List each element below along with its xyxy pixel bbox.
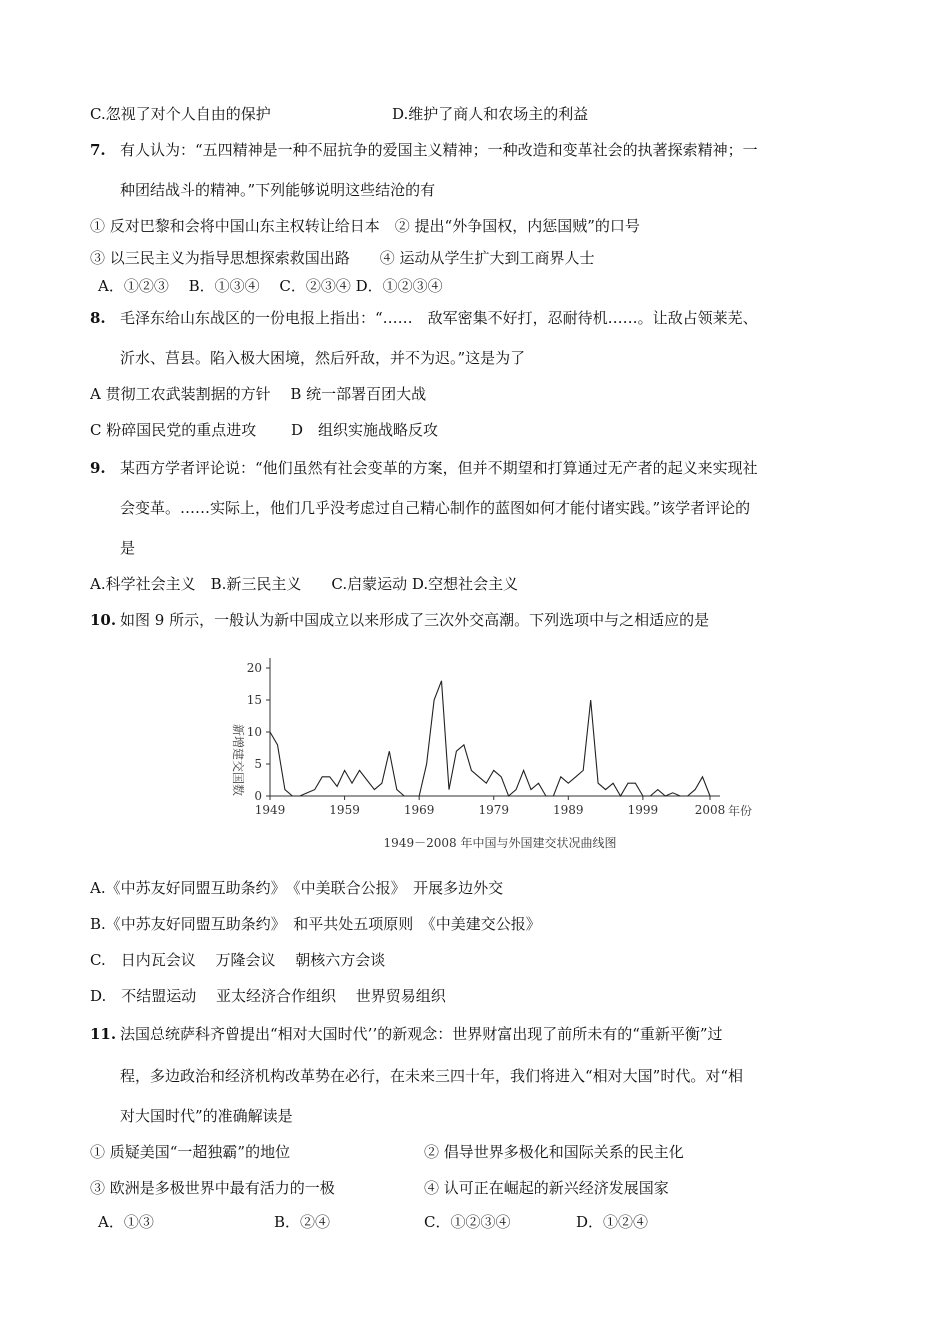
q11-item-1: ① 质疑美国“一超独霸”的地位 (90, 1143, 291, 1161)
q11-item-3: ③ 欧洲是多极世界中最有活力的一极 (90, 1179, 335, 1197)
q7-items-line2: ③ 以三民主义为指导思想探索救国出路 ④ 运动从学生扩大到工商界人士 (90, 249, 595, 267)
q11-option-b: B．②④ (274, 1213, 331, 1231)
x-tick-label: 1979 (478, 803, 510, 817)
y-tick-label: 20 (246, 661, 262, 675)
q10-option-c: C. 日内瓦会议 万隆会议 朝核六方会谈 (90, 951, 386, 969)
chart-title: 1949－2008 年中国与外国建交状况曲线图 (383, 836, 617, 850)
q10-stem-text: 如图 9 所示，一般认为新中国成立以来形成了三次外交高潮。下列选项中与之相适应的是 (120, 611, 710, 629)
q10-option-b: B.《中苏友好同盟互助条约》 和平共处五项原则 《中美建交公报》 (90, 915, 541, 933)
q9-number: 9. (90, 459, 106, 477)
chart-xlabel: 年份 (728, 804, 753, 818)
q11-item-4: ④ 认可正在崛起的新兴经济发展国家 (424, 1179, 669, 1197)
y-tick-label: 15 (246, 693, 262, 707)
q7-number: 7. (90, 141, 106, 159)
q9-stem-line2: 会变革。……实际上，他们几乎没考虑过自己精心制作的蓝图如何才能付诸实践。”该学者评论的 (120, 499, 751, 517)
q11-option-c: C．①②③④ (424, 1213, 511, 1231)
q6-option-c: C.忽视了对个人自由的保护 (90, 105, 271, 123)
q11-stem-line2: 程，多边政治和经济机构改革势在必行，在未来三四十年，我们将进入“相对大国”时代。对“相 (120, 1067, 744, 1085)
q7-items-line1: ① 反对巴黎和会将中国山东主权转让给日本 ② 提出“外争国权，内惩国贼”的口号 (90, 217, 640, 235)
q10-option-a: A.《中苏友好同盟互助条约》 《中美联合公报》 开展多边外交 (90, 879, 504, 897)
q8-options-line2: C 粉碎国民党的重点进攻 D 组织实施战略反攻 (90, 421, 439, 439)
series-line (270, 681, 710, 796)
y-tick-label: 5 (254, 757, 262, 771)
q9-options: A.科学社会主义 B.新三民主义 C.启蒙运动 D.空想社会主义 (90, 575, 519, 593)
x-tick-label: 1949 (254, 803, 286, 817)
q11-stem-text: 法国总统萨科齐曾提出“相对大国时代’’的新观念：世界财富出现了前所未有的“重新平衡”过 (120, 1025, 723, 1043)
q11-stem-line1 (90, 1024, 723, 1044)
q8-stem-line1 (90, 308, 758, 328)
q9-stem-line1 (90, 458, 758, 478)
y-tick-label: 10 (246, 725, 262, 739)
q11-option-a: A．①③ (98, 1213, 154, 1231)
q8-options-line1: A 贯彻工农武装割据的方针 B 统一部署百团大战 (90, 385, 427, 403)
q6-option-d: D.维护了商人和农场主的利益 (392, 105, 589, 123)
q7-stem-line1 (90, 140, 758, 160)
q10-stem (90, 610, 709, 630)
chart-ylabel: 新增建交国数 (231, 723, 245, 797)
q11-stem-line3: 对大国时代”的准确解读是 (120, 1107, 293, 1125)
q10-option-d: D. 不结盟运动 亚太经济合作组织 世界贸易组织 (90, 987, 446, 1005)
x-tick-label: 1959 (329, 803, 360, 817)
q7-options: A．①②③ B．①③④ C．②③④ D．①②③④ (98, 277, 443, 295)
q8-stem-line2: 沂水、莒县。陷入极大困境，然后歼敌，并不为迟。”这是为了 (120, 349, 526, 367)
q9-stem-line3: 是 (120, 539, 136, 557)
q11-number: 11. (90, 1025, 117, 1043)
q10-number: 10. (90, 611, 117, 629)
q7-stem-text: 有人认为：“五四精神是一种不屈抗争的爱国主义精神；一种改造和变革社会的执著探索精神；一 (120, 141, 758, 159)
x-tick-label: 2008 (694, 803, 726, 817)
q11-item-2: ② 倡导世界多极化和国际关系的民主化 (424, 1143, 684, 1161)
y-tick-label: 0 (254, 789, 262, 803)
x-tick-label: 1969 (403, 803, 435, 817)
x-tick-label: 1989 (553, 803, 584, 817)
x-tick-label: 1999 (627, 803, 659, 817)
q8-number: 8. (90, 309, 106, 327)
diplomacy-line-chart (210, 650, 770, 860)
q8-stem-text: 毛泽东给山东战区的一份电报上指出：“…… 敌军密集不好打，忍耐待机……。让敌占领莱芜、 (120, 309, 758, 327)
q11-option-d: D．①②④ (576, 1213, 649, 1231)
q9-stem-text: 某西方学者评论说：“他们虽然有社会变革的方案，但并不期望和打算通过无产者的起义来实现社 (120, 459, 758, 477)
q7-stem-line2: 种团结战斗的精神。”下列能够说明这些结沧的有 (120, 181, 436, 199)
